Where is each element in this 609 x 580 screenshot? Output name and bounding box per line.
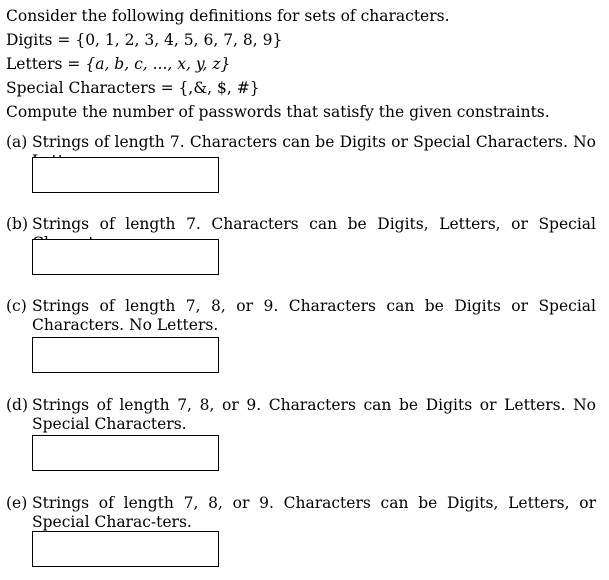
instruction: Compute the number of passwords that satisfy the given constraints. xyxy=(6,103,550,121)
digits-label: Digits xyxy=(6,31,53,49)
special-set: {,&, $, #} xyxy=(178,79,260,97)
answer-box-a[interactable] xyxy=(32,157,219,193)
question-c xyxy=(6,297,596,335)
question-d xyxy=(6,396,596,434)
question-label: (c) xyxy=(6,297,27,315)
letters-set: {a, b, c, ..., x, y, z} xyxy=(85,55,231,73)
special-equals: = xyxy=(160,79,174,97)
digits-definition xyxy=(6,28,603,52)
answer-box-d[interactable] xyxy=(32,435,219,471)
special-definition xyxy=(6,76,603,100)
letters-label: Letters xyxy=(6,55,63,73)
question-label: (d) xyxy=(6,396,29,414)
question-text: Strings of length 7, 8, or 9. Characters can be Digits, Letters, or Special Charac-ters. xyxy=(32,494,596,531)
question-e xyxy=(6,494,596,532)
question-text: Strings of length 7, 8, or 9. Characters can be Digits or Letters. No Special Characters. xyxy=(32,396,596,433)
special-label: Special Characters xyxy=(6,79,156,97)
answer-box-e[interactable] xyxy=(32,531,219,567)
question-text: Strings of length 7. Characters can be Digits or Special Characters. No xyxy=(32,133,596,151)
digits-set: {0, 1, 2, 3, 4, 5, 6, 7, 8, 9} xyxy=(75,31,283,49)
question-text: Strings of length 7. Characters can be Digits, Letters, or Special xyxy=(32,215,596,233)
letters-definition xyxy=(6,52,603,76)
question-label: (a) xyxy=(6,133,28,151)
intro-heading: Consider the following definitions for sets of characters. xyxy=(6,7,450,25)
answer-box-c[interactable] xyxy=(32,337,219,373)
answer-box-b[interactable] xyxy=(32,239,219,275)
question-text: Strings of length 7, 8, or 9. Characters can be Digits or Special Characters. No Letters. xyxy=(32,297,596,334)
question-label: (b) xyxy=(6,215,29,233)
question-label: (e) xyxy=(6,494,28,512)
problem-sheet xyxy=(6,4,603,124)
letters-equals: = xyxy=(67,55,81,73)
digits-equals: = xyxy=(57,31,71,49)
